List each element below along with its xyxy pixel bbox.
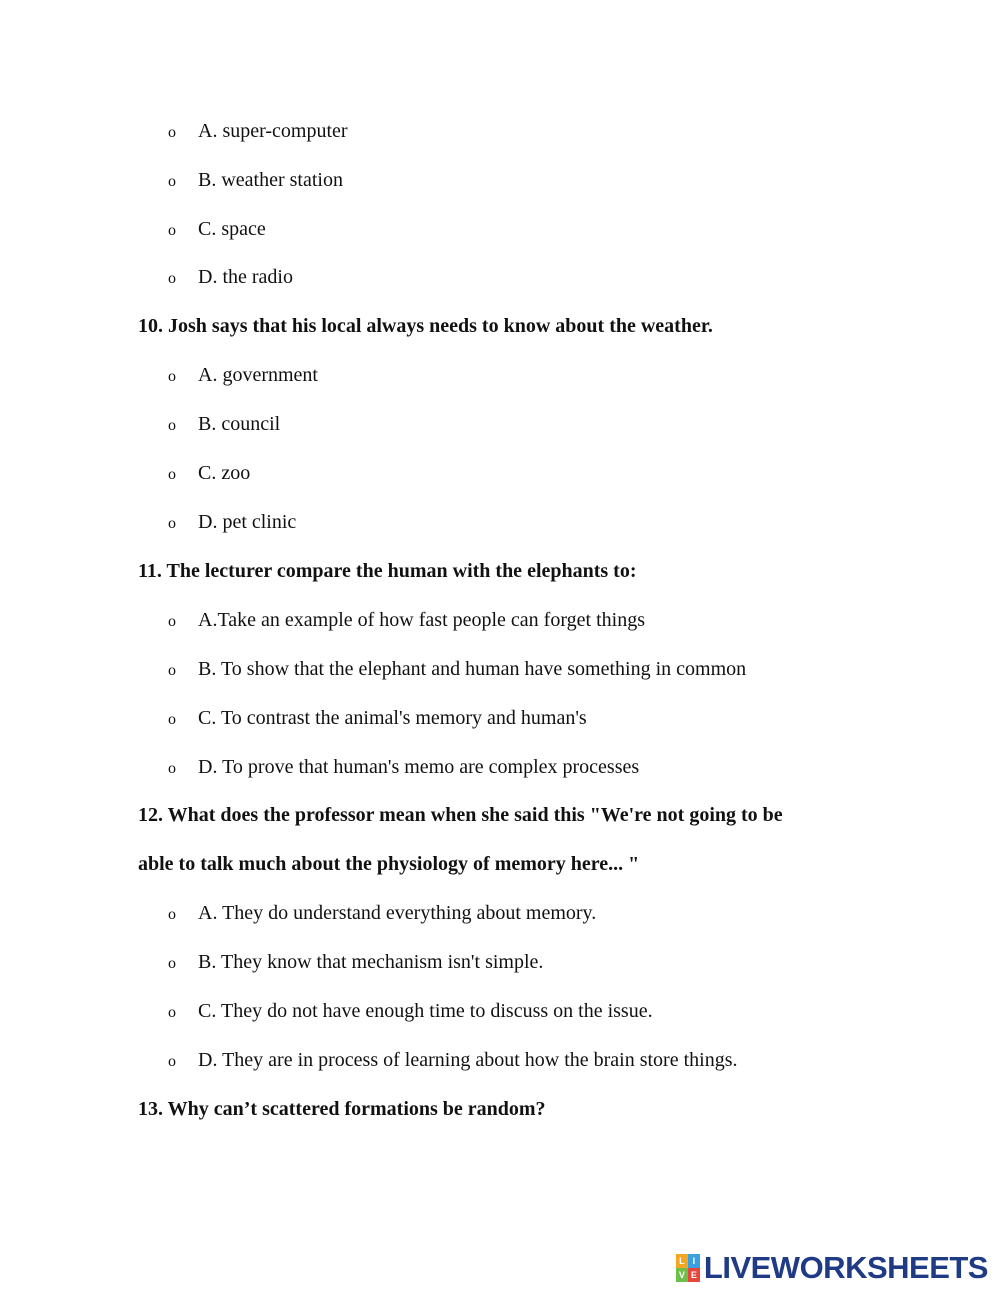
- liveworksheets-logo-text: LIVEWORKSHEETS: [703, 1250, 988, 1285]
- option-bullet: o: [168, 662, 176, 679]
- option-label: B. council: [198, 413, 281, 435]
- option-bullet: o: [168, 124, 176, 141]
- option-bullet: o: [168, 515, 176, 532]
- option-bullet: o: [168, 955, 176, 972]
- option-bullet: o: [168, 270, 176, 287]
- option-label: B. They know that mechanism isn't simple.: [198, 951, 544, 973]
- option-q9-a[interactable]: [168, 119, 348, 145]
- question-12-line-2: able to talk much about the physiology of memory here... ": [138, 853, 640, 875]
- option-label: D. the radio: [198, 266, 293, 288]
- question-12-line-1: 12. What does the professor mean when she said this "We're not going to be: [138, 804, 783, 826]
- option-label: A. government: [198, 364, 318, 386]
- option-q10-c[interactable]: [168, 461, 250, 487]
- option-label: D. pet clinic: [198, 511, 297, 533]
- option-q12-d[interactable]: [168, 1048, 738, 1074]
- logo-tile-e: E: [688, 1268, 700, 1282]
- option-label: B. To show that the elephant and human have something in common: [198, 658, 747, 680]
- option-bullet: o: [168, 613, 176, 630]
- logo-tile-i: I: [688, 1254, 700, 1268]
- option-q12-c[interactable]: [168, 999, 653, 1025]
- option-bullet: o: [168, 222, 176, 239]
- option-label: B. weather station: [198, 169, 343, 191]
- option-q10-a[interactable]: [168, 363, 318, 389]
- option-bullet: o: [168, 760, 176, 777]
- option-bullet: o: [168, 711, 176, 728]
- option-bullet: o: [168, 417, 176, 434]
- logo-tile-v: V: [676, 1268, 688, 1282]
- question-13: 13. Why can’t scattered formations be random?: [138, 1098, 546, 1120]
- option-label: C. To contrast the animal's memory and human's: [198, 707, 587, 729]
- option-bullet: o: [168, 906, 176, 923]
- option-q10-d[interactable]: [168, 510, 296, 536]
- option-q12-b[interactable]: [168, 950, 543, 976]
- option-bullet: o: [168, 466, 176, 483]
- option-q11-c[interactable]: [168, 706, 587, 732]
- option-label: C. zoo: [198, 462, 251, 484]
- question-11: 11. The lecturer compare the human with the elephants to:: [138, 560, 637, 582]
- option-bullet: o: [168, 173, 176, 190]
- option-bullet: o: [168, 368, 176, 385]
- option-label: D. To prove that human's memo are complex processes: [198, 756, 640, 778]
- option-q11-d[interactable]: [168, 755, 639, 781]
- option-q9-c[interactable]: [168, 217, 266, 243]
- option-bullet: o: [168, 1004, 176, 1021]
- option-label: C. They do not have enough time to discuss on the issue.: [198, 1000, 653, 1022]
- liveworksheets-logo-icon: [676, 1254, 700, 1282]
- option-q11-a[interactable]: [168, 608, 645, 634]
- option-label: A. super-computer: [198, 120, 348, 142]
- option-q9-d[interactable]: [168, 265, 293, 291]
- option-bullet: o: [168, 1053, 176, 1070]
- option-label: D. They are in process of learning about how the brain store things.: [198, 1049, 738, 1071]
- option-q12-a[interactable]: [168, 901, 596, 927]
- liveworksheets-logo: [676, 1252, 988, 1284]
- option-label: C. space: [198, 218, 266, 240]
- question-10: 10. Josh says that his local always needs to know about the weather.: [138, 315, 713, 337]
- option-q9-b[interactable]: [168, 168, 343, 194]
- logo-tile-l: L: [676, 1254, 688, 1268]
- option-q11-b[interactable]: [168, 657, 746, 683]
- option-label: A. They do understand everything about memory.: [198, 902, 597, 924]
- option-q10-b[interactable]: [168, 412, 280, 438]
- option-label: A.Take an example of how fast people can forget things: [198, 609, 645, 631]
